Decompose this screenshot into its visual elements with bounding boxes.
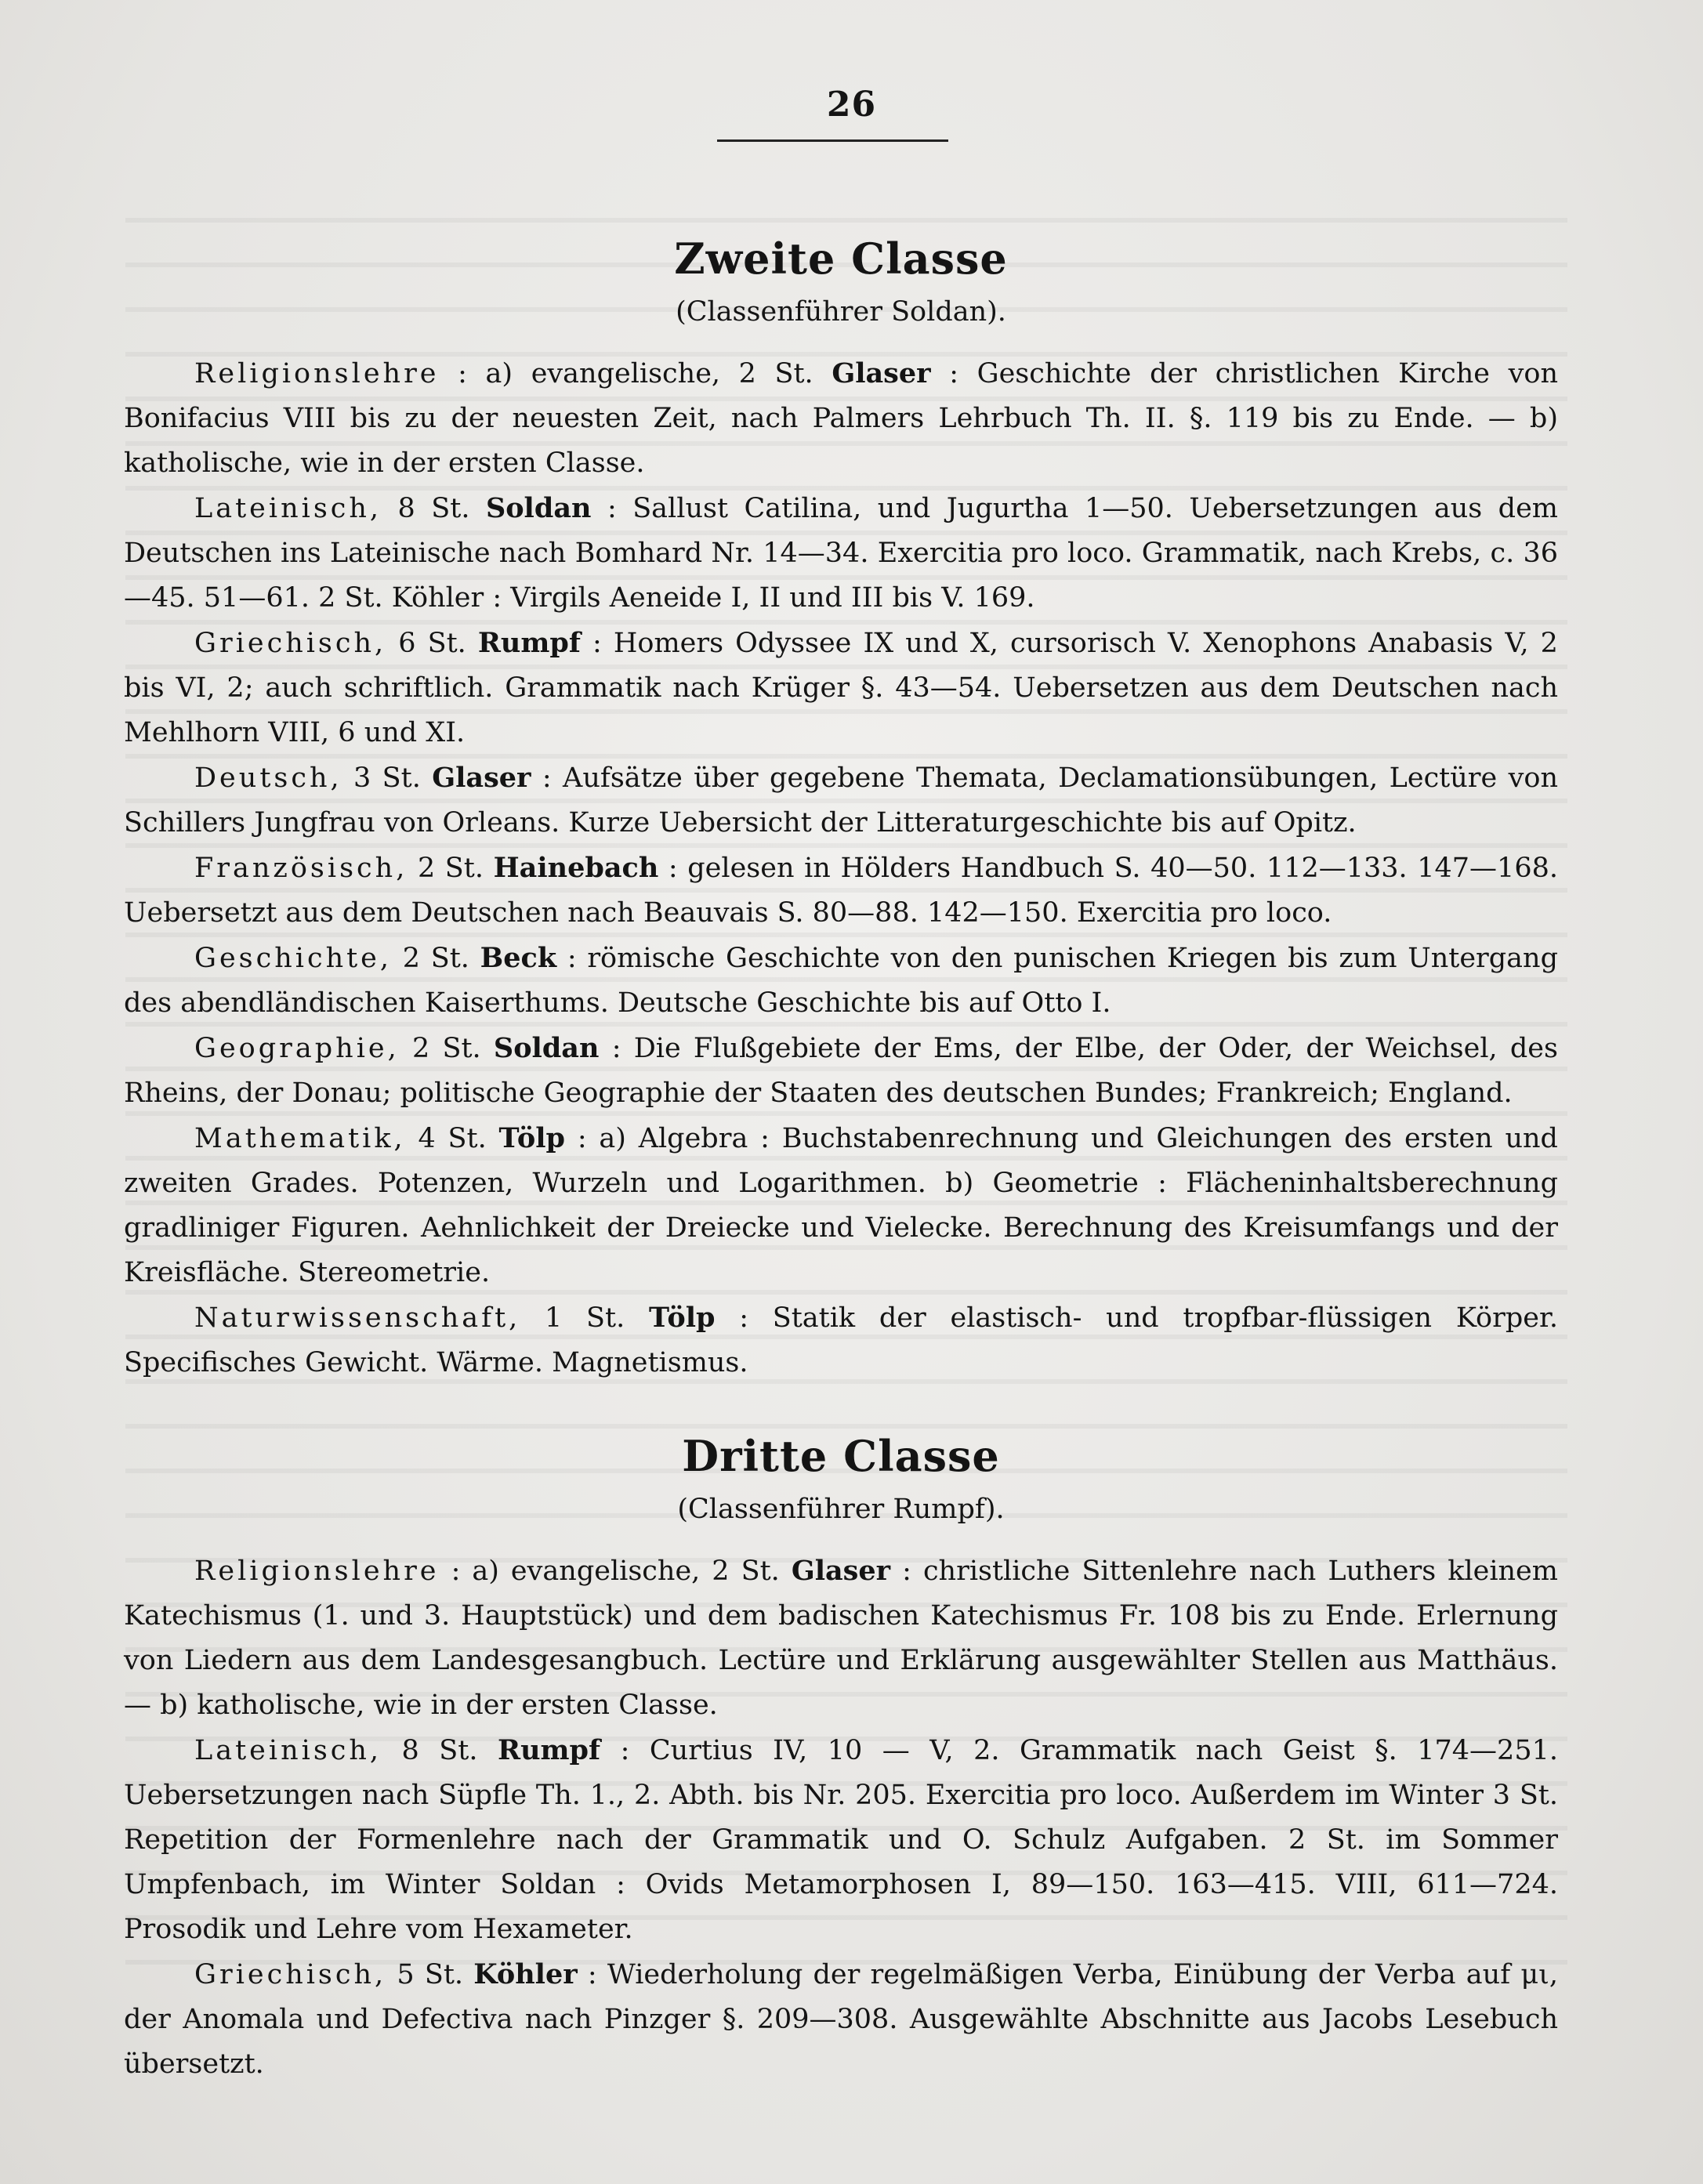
subject-description: : Sallust Catilina, und Jugurtha 1—50. Uebersetzungen aus dem Deutschen ins Lateinische nach Bomhard Nr. 14—34. Exercitia pro loco. Grammatik, nach Krebs, c. 36—45. 51—61. 2 St. Köhler : Virgils Aeneide I, II und III bis V. 169. [124,493,1558,614]
subject-description: : Wiederholung der regelmäßigen Verba, Einübung der Verba auf μι, der Anomala und Defectiva nach Pinzger §. 209—308. Ausgewählte Abschnitte aus Jacobs Lesebuch übersetzt. [124,1959,1558,2080]
subject-paragraph [124,1728,1558,1952]
teacher-name: Glaser [832,357,931,389]
page-number-rule [717,139,948,142]
subject-hours: 6 St. [398,628,466,659]
subject-name: Lateinisch, [194,493,382,524]
teacher-name: Soldan [485,492,592,524]
subject-paragraph [124,1548,1558,1728]
subject-description: : a) Algebra : Buchstabenrechnung und Gleichungen des ersten und zweiten Grades. Potenzen, Wurzeln und Logarithmen. b) Geometrie : Flächeninhaltsberechnung gradliniger Figuren. Aehnlichkeit der Dreiecke und Vielecke. Berechnung des Kreisumfangs und der Kreisfläche. Stereometrie. [124,1123,1558,1288]
subject-description: : Homers Odyssee IX und X, cursorisch V. Xenophons Anabasis V, 2 bis VI, 2; auch schriftlich. Grammatik nach Krüger §. 43—54. Uebersetzen aus dem Deutschen nach Mehlhorn VIII, 6 und XI. [124,628,1558,748]
subject-hours: 8 St. [397,493,470,524]
subject-hours: 2 St. [402,943,469,974]
section-dritte-classe [124,1426,1558,2087]
section-title: Dritte Classe [682,1431,1000,1481]
subject-name: Französisch, [194,853,408,884]
subject-hours: 2 St. [411,1033,481,1064]
subject-hours: : a) evangelische, 2 St. [458,358,813,389]
subject-description: : Curtius IV, 10 — V, 2. Grammatik nach Geist §. 174—251. Uebersetzungen nach Süpfle Th. 1., 2. Abth. bis Nr. 205. Exercitia pro loco. Außerdem im Winter 3 St. Repetition der Formenlehre nach der Grammatik und O. Schulz Aufgaben. 2 St. im Sommer Umpfenbach, im Winter Soldan : Ovids Metamorphosen I, 89—150. 163—415. VIII, 611—724. Prosodik und Lehre vom Hexameter. [124,1735,1558,1945]
teacher-name: Glaser [791,1555,891,1587]
subject-hours: : a) evangelische, 2 St. [451,1556,780,1587]
subject-name: Griechisch, [194,628,387,659]
subject-paragraph [124,1026,1558,1116]
subject-paragraph [124,351,1558,486]
teacher-name: Beck [480,942,557,974]
subject-description: : gelesen in Hölders Handbuch S. 40—50. 112—133. 147—168. Uebersetzt aus dem Deutschen nach Beauvais S. 80—88. 142—150. Exercitia pro loco. [124,853,1558,929]
subject-paragraph [124,1116,1558,1295]
subject-hours: 4 St. [418,1123,487,1154]
subject-name: Lateinisch, [194,1735,382,1766]
teacher-name: Hainebach [493,852,659,884]
subject-name: Griechisch, [194,1959,387,1990]
subject-description: : christliche Sittenlehre nach Luthers kleinem Katechismus (1. und 3. Hauptstück) und dem badischen Katechismus Fr. 108 bis zu Ende. Erlernung von Liedern aus dem Landesgesangbuch. Lectüre und Erklärung ausgewählter Stellen aus Matthäus. — b) katholische, wie in der ersten Classe. [124,1556,1558,1721]
subject-paragraph [124,1952,1558,2087]
section-subtitle: (Classenführer Soldan). [676,296,1006,328]
teacher-name: Glaser [432,762,531,794]
subject-description: : Die Flußgebiete der Ems, der Elbe, der Oder, der Weichsel, des Rheins, der Donau; politische Geographie der Staaten des deutschen Bundes; Frankreich; England. [124,1033,1558,1109]
subject-name: Religionslehre [194,358,440,389]
teacher-name: Rumpf [477,627,581,659]
section-title: Zweite Classe [674,234,1008,284]
subject-paragraph [124,621,1558,755]
subject-name: Naturwissenschaft, [194,1302,521,1334]
section-spacer [124,1385,1558,1426]
subject-hours: 2 St. [417,853,484,884]
teacher-name: Tölp [498,1122,566,1154]
subject-description: : Aufsätze über gegebene Themata, Declamationsübungen, Lectüre von Schillers Jungfrau von Orleans. Kurze Uebersicht der Litteraturgeschichte bis auf Opitz. [124,762,1558,838]
subject-name: Deutsch, [194,762,342,794]
subject-paragraph [124,486,1558,621]
page-content [124,229,1558,2087]
subject-hours: 3 St. [353,762,421,794]
teacher-name: Tölp [648,1302,716,1334]
subject-name: Mathematik, [194,1123,406,1154]
teacher-name: Rumpf [497,1734,601,1766]
subject-name: Geographie, [194,1033,400,1064]
subject-paragraph [124,846,1558,936]
subject-name: Religionslehre [194,1556,440,1587]
subject-hours: 5 St. [397,1959,464,1990]
subject-description: : Geschichte der christlichen Kirche von Bonifacius VIII bis zu der neuesten Zeit, nach Palmers Lehrbuch Th. II. §. 119 bis zu Ende. — b) katholische, wie in der ersten Classe. [124,358,1558,479]
subject-paragraph [124,1295,1558,1385]
subject-hours: 8 St. [401,1735,478,1766]
subject-paragraph [124,936,1558,1026]
teacher-name: Köhler [473,1958,578,1990]
page-number: 26 [826,85,877,125]
subject-hours: 1 St. [545,1302,625,1334]
section-subtitle: (Classenführer Rumpf). [677,1494,1005,1525]
subject-name: Geschichte, [194,943,393,974]
section-zweite-classe [124,229,1558,1385]
subject-description: : Statik der elastisch- und tropfbar-flüssigen Körper. Specifisches Gewicht. Wärme. Magnetismus. [124,1302,1558,1378]
subject-description: : römische Geschichte von den punischen Kriegen bis zum Untergang des abendländischen Kaiserthums. Deutsche Geschichte bis auf Otto I. [124,943,1558,1019]
subject-paragraph [124,755,1558,846]
teacher-name: Soldan [493,1032,600,1064]
